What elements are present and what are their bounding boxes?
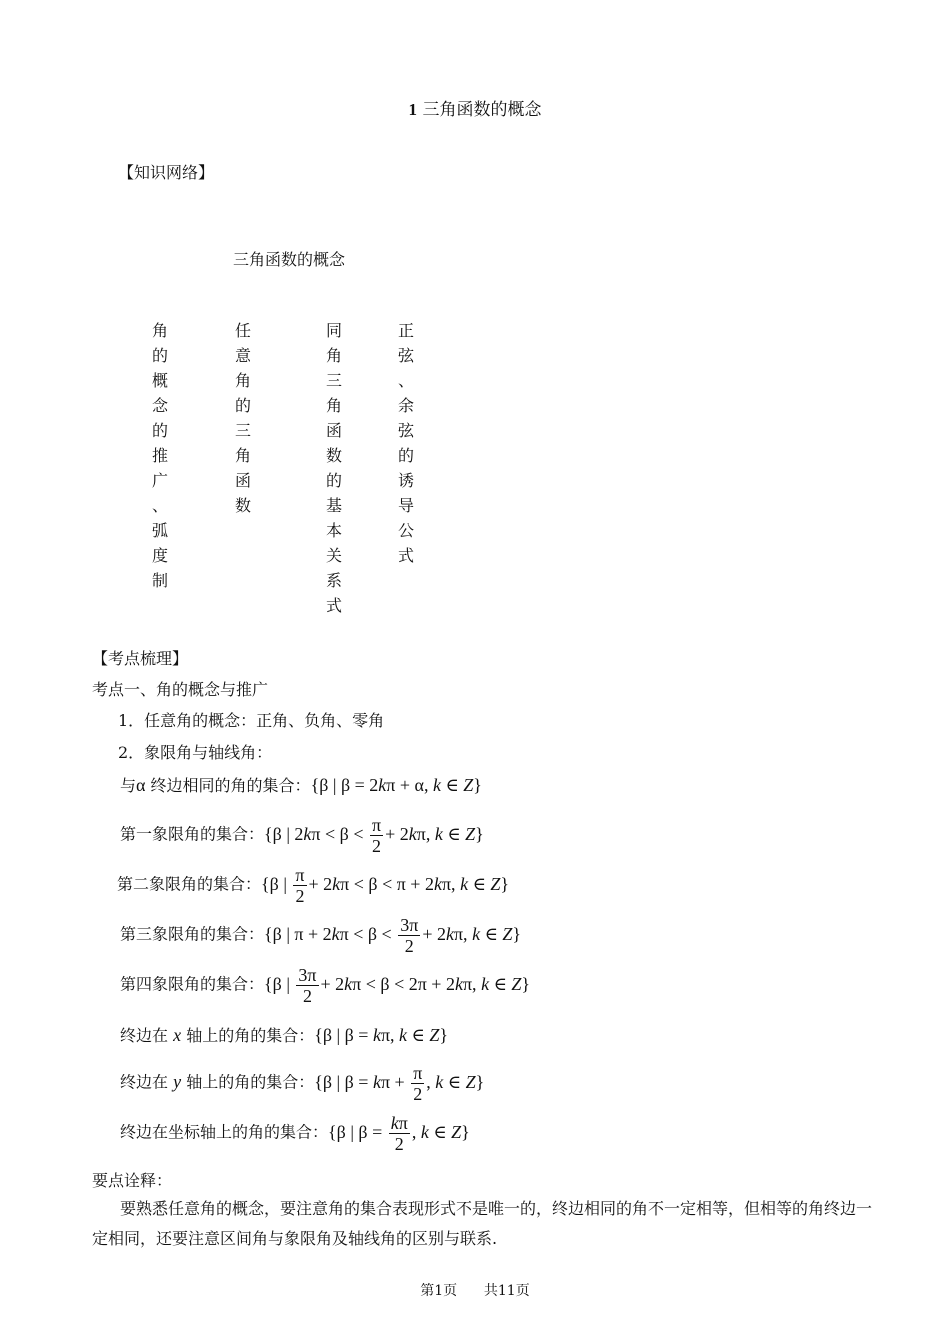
branch-char: 诱: [397, 471, 414, 490]
q2-label: 第二象限角的集合：: [117, 874, 262, 894]
footer-total: 共11页: [483, 1283, 530, 1299]
set-same-terminal: 与α 终边相同的角的集合：{β | β = 2kπ + α, k ∈ Z}: [120, 775, 482, 795]
y-var: y: [173, 1071, 182, 1092]
xaxis-label: 轴上的角的集合：: [186, 1026, 315, 1045]
branch-char: 三: [325, 371, 342, 390]
item-1: 1．任意角的概念：正角、负角、零角: [118, 711, 385, 730]
branch-char: 基: [325, 496, 342, 515]
branch-char: 的: [397, 446, 414, 465]
branch-char: 推: [151, 446, 168, 465]
branch-char: 广: [151, 471, 168, 490]
branch-char: 式: [397, 546, 414, 565]
branch-char: 数: [234, 496, 251, 515]
diagram-branch-2: [233, 318, 253, 518]
page-footer: [0, 1280, 950, 1300]
item-2: 2．象限角与轴线角：: [118, 743, 273, 762]
branch-char: 角: [325, 396, 342, 415]
yaxis-label: 轴上的角的集合：: [186, 1072, 315, 1092]
footer-page: 第1页: [420, 1283, 458, 1299]
branch-char: 度: [151, 546, 168, 565]
knowledge-network-heading: 【知识网络】: [118, 163, 215, 182]
page-title: [0, 95, 950, 120]
branch-char: 关: [325, 546, 342, 565]
review-heading: 【考点梳理】: [92, 649, 189, 668]
set-q3: 第三象限角的集合：{β | π + 2kπ < β < $\frac{3\pi}{2}$ + 2kπ, k ∈ Z}: [120, 915, 522, 956]
branch-char: 弦: [397, 346, 414, 365]
branch-char: 角: [234, 446, 251, 465]
branch-char: 意: [234, 346, 251, 365]
point1-heading: 考点一、角的概念与推广: [92, 680, 269, 699]
branch-char: 角: [234, 371, 251, 390]
same-terminal-label: 终边相同的角的集合：: [150, 776, 311, 795]
xaxis-prefix: 终边在: [120, 1026, 169, 1045]
notes-heading: 要点诠释：: [92, 1171, 173, 1190]
branch-char: 余: [397, 396, 414, 415]
diagram-root: 三角函数的概念: [233, 250, 346, 269]
branch-char: 同: [325, 321, 342, 340]
branch-char: 角: [151, 321, 168, 340]
set-coordinate-axes: 终边在坐标轴上的角的集合：{β | β = $\frac{k\pi}{2}$ , k ∈ Z}: [120, 1113, 470, 1154]
q4-label: 第四象限角的集合：: [120, 974, 265, 994]
branch-char: 导: [397, 496, 414, 515]
branch-char: 三: [234, 421, 251, 440]
branch-char: 的: [325, 471, 342, 490]
yaxis-prefix: 终边在: [120, 1072, 169, 1092]
branch-char: 弦: [397, 421, 414, 440]
set-q2: 第二象限角的集合：{β | $\frac{\pi}{2}$ + 2kπ < β < π + 2kπ, k ∈ Z}: [117, 865, 510, 906]
branch-char: 角: [325, 346, 342, 365]
notes-paragraph: 要熟悉任意角的概念，要注意角的集合表现形式不是唯一的，终边相同的角不一定相等，但相等的角终边一定相同，还要注意区间角与象限角及轴线角的区别与联系.: [92, 1199, 873, 1248]
set-q4: 第四象限角的集合：{β | $\frac{3\pi}{2}$ + 2kπ < β < 2π + 2kπ, k ∈ Z}: [120, 965, 531, 1006]
axes-label: 终边在坐标轴上的角的集合：: [120, 1122, 329, 1142]
set-y-axis: 终边在 y 轴上的角的集合：{β | β = kπ + $\frac{\pi}{2}$ , k ∈ Z}: [120, 1063, 485, 1104]
branch-char: 的: [151, 346, 168, 365]
branch-char: 式: [325, 596, 342, 615]
branch-char: 正: [397, 321, 414, 340]
branch-char: 函: [325, 421, 342, 440]
branch-char: 、: [151, 496, 168, 515]
branch-char: 任: [234, 321, 251, 340]
set-q1: 第一象限角的集合：{β | 2kπ < β < $\frac{\pi}{2}$ + 2kπ, k ∈ Z}: [120, 815, 484, 856]
branch-char: 系: [325, 571, 342, 590]
title-number: 1: [408, 100, 418, 119]
diagram-branch-4: [396, 318, 416, 568]
branch-char: 公: [397, 521, 414, 540]
branch-char: 的: [234, 396, 251, 415]
branch-char: 的: [151, 421, 168, 440]
branch-char: 制: [151, 571, 168, 590]
diagram-branch-3: [324, 318, 344, 618]
branch-char: 、: [397, 371, 414, 390]
q3-label: 第三象限角的集合：: [120, 924, 265, 944]
same-terminal-prefix: 与: [120, 776, 137, 795]
branch-char: 弧: [151, 521, 168, 540]
branch-char: 函: [234, 471, 251, 490]
title-text: 三角函数的概念: [422, 100, 542, 120]
x-var: x: [173, 1025, 182, 1045]
branch-char: 本: [325, 521, 342, 540]
branch-char: 念: [151, 396, 168, 415]
branch-char: 数: [325, 446, 342, 465]
branch-char: 概: [151, 371, 168, 390]
alpha-symbol: α: [136, 775, 146, 795]
q1-label: 第一象限角的集合：: [120, 824, 265, 844]
diagram-branch-1: [150, 318, 170, 593]
set-x-axis: 终边在 x 轴上的角的集合：{β | β = kπ, k ∈ Z}: [120, 1025, 449, 1045]
